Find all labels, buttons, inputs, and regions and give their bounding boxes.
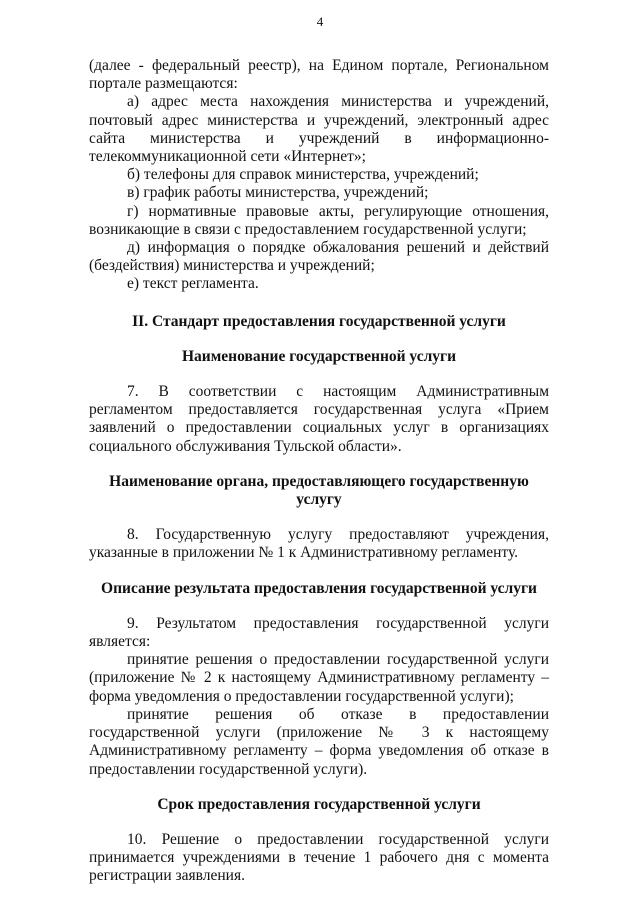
paragraph-10: 10. Решение о предоставлении государственной услуги принимается учреждениями в течение 1 рабочего дня с момента регистрации заявления. (89, 830, 549, 885)
page-number: 4 (316, 14, 324, 29)
subsection-title-result: Описание результата предоставления государственной услуги (101, 579, 537, 597)
subsection-title-service-name: Наименование государственной услуги (182, 347, 456, 365)
subsection-title-term: Срок предоставления государственной услуги (157, 795, 481, 813)
list-item-b: б) телефоны для справок министерства, учреждений; (127, 166, 479, 184)
paragraph-9: 9. Результатом предоставления государственной услуги является: (89, 614, 549, 651)
paragraph-9-item-1: принятие решения о предоставлении государственной услуги (приложение № 2 к настоящему Административному регламенту – форма уведомления о предоставлении государственной услуги); (89, 651, 549, 705)
list-item-a: а) адрес места нахождения министерства и учреждений, почтовый адрес министерства и учреждений, электронный адрес сайта министерства и учреждений в информационно-телекоммуникационной сети «Интернет»; (89, 93, 549, 166)
section-title: II. Стандарт предоставления государственной услуги (132, 312, 506, 330)
document-body (89, 57, 549, 886)
list-item-f: е) текст регламента. (127, 275, 259, 293)
list-item-c: в) график работы министерства, учреждений; (127, 184, 429, 202)
paragraph-8: 8. Государственную услугу предоставляют учреждения, указанные в приложении № 1 к Административному регламенту. (89, 526, 549, 562)
list-item-e: д) информация о порядке обжалования решений и действий (бездействия) министерства и учреждений; (89, 239, 549, 275)
intro-lead: (далее - федеральный реестр), на Едином портале, Региональном портале размещаются: (89, 57, 549, 93)
paragraph-7: 7. В соответствии с настоящим Административным регламентом предоставляется государственная услуга «Прием заявлений о предоставлении социальных услуг в организациях социального обслуживания Тульской области». (89, 383, 549, 455)
list-item-d: г) нормативные правовые акты, регулирующие отношения, возникающие в связи с предоставлением государственной услуги; (89, 202, 549, 238)
paragraph-9-item-2: принятие решения об отказе в предоставлении государственной услуги (приложение № 3 к настоящему Административному регламенту – форма уведомления об отказе в предоставлении государственной услуги). (89, 705, 549, 778)
subsection-title-provider: Наименование органа, предоставляющего государственную услугу (109, 472, 529, 509)
